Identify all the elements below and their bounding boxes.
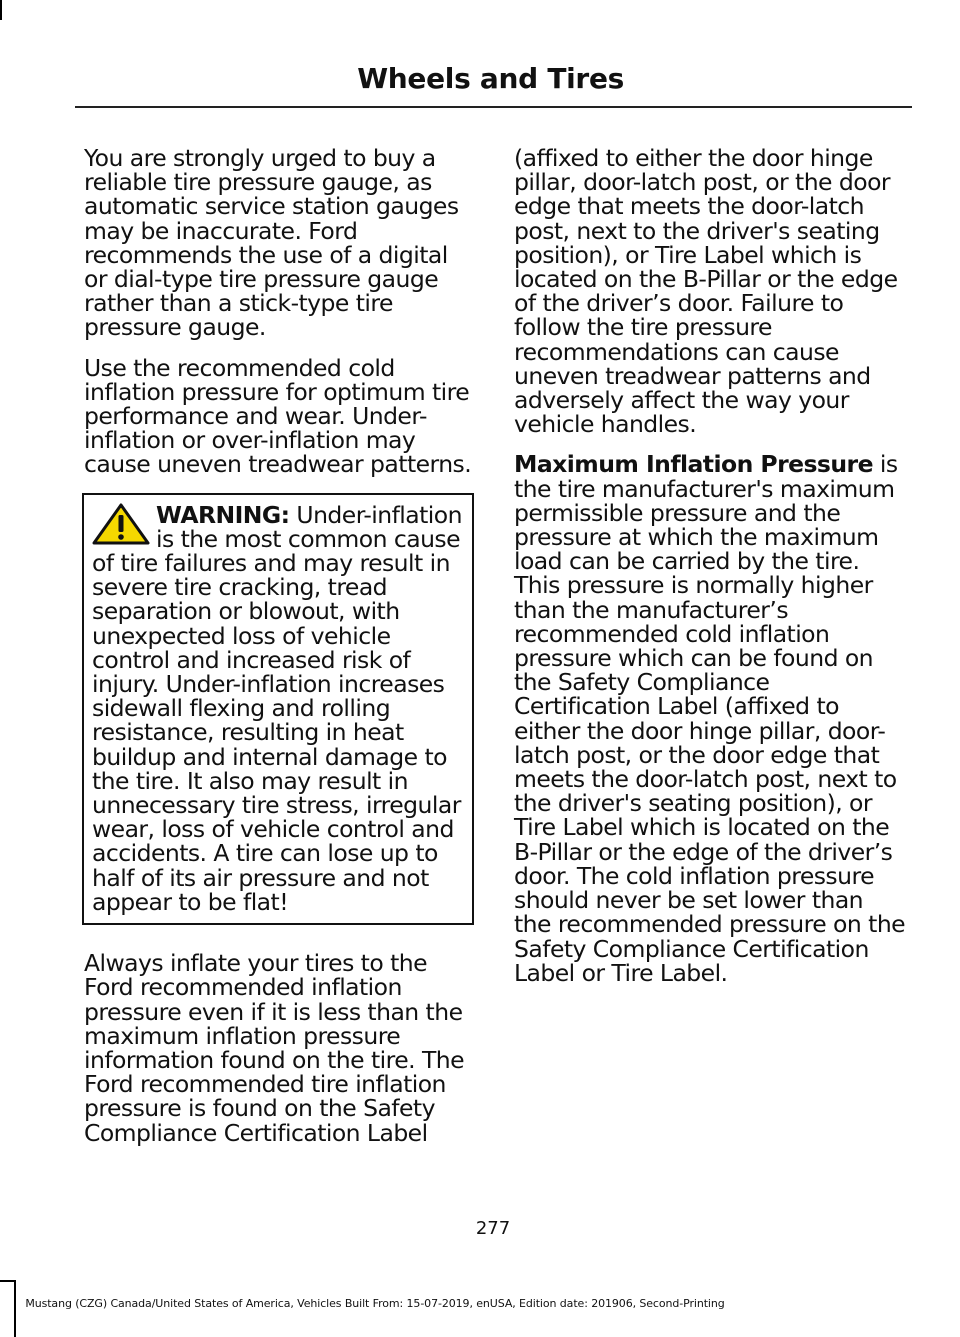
left-column [84,146,474,1161]
term-definition: is the tire manufacturer's maximum permissible pressure and the pressure at which the maximum load can be carried by the tire. This pressure is normally higher than the manufacturer’s recommended cold inflation pressure which can be found on the Safety Compliance Certification Label (affixed to either the door hinge pillar, door-latch post, or the door edge that meets the door-latch post, next to the driver's seating position), or Tire Label which is located on the B-Pillar or the edge of the driver’s door. The cold inflation pressure should never be set lower than the recommended pressure on the Safety Compliance Certification Label or Tire Label. [514,450,906,987]
paragraph: You are strongly urged to buy a reliable tire pressure gauge, as automatic service station gauges may be inaccurate. Ford recommends the use of a digital or dial-type tire pressure gauge rather than a stick-type tire pressure gauge. [84,144,459,342]
warning-box [82,493,474,925]
paragraph: Use the recommended cold inflation pressure for optimum tire performance and wear. Under-inflation or over-inflation may cause uneven treadwear patterns. [84,353,472,479]
footer-edition-info: Mustang (CZG) Canada/United States of America, Vehicles Built From: 15-07-2019, enUSA, Edition date: 201906, Second-Printing [25,1297,725,1310]
warning-triangle-icon [92,503,150,545]
paragraph: (affixed to either the door hinge pillar, door-latch post, or the door edge that meets the door-latch post, next to the driver's seating position), or Tire Label which is located on the B-Pillar or the edge of the driver’s door. Failure to follow the tire pressure recommendations can cause uneven treadwear patterns and adversely affect the way your vehicle handles. [514,144,898,439]
warning-text: Under-inflation is the most common cause of tire failures and may result in severe tire cracking, tread separation or blowout, with unexpected loss of vehicle control and increased risk of injury. Under-inflation increases sidewall flexing and rolling resistance, resulting in heat buildup and internal damage to the tire. It also may result in unnecessary tire stress, irregular wear, loss of vehicle control and accidents. A tire can lose up to half of its air pressure and not appear to be flat! [92,500,462,916]
page-title: Wheels and Tires [357,62,624,95]
page-number: 277 [475,1218,511,1239]
right-column [514,146,906,1001]
term-maximum-inflation-pressure: Maximum Inflation Pressure [514,450,873,479]
warning-label: WARNING: [156,500,290,529]
crop-mark-bottom-left-h [0,1280,16,1282]
paragraph: Always inflate your tires to the Ford recommended inflation pressure even if it is less than the maximum inflation pressure information found on the tire. The Ford recommended tire inflation pressure is found on the Safety Compliance Certification Label [84,949,464,1147]
crop-mark-top-left [0,0,2,20]
paragraph-max-inflation [514,450,906,987]
header-divider [75,106,912,108]
